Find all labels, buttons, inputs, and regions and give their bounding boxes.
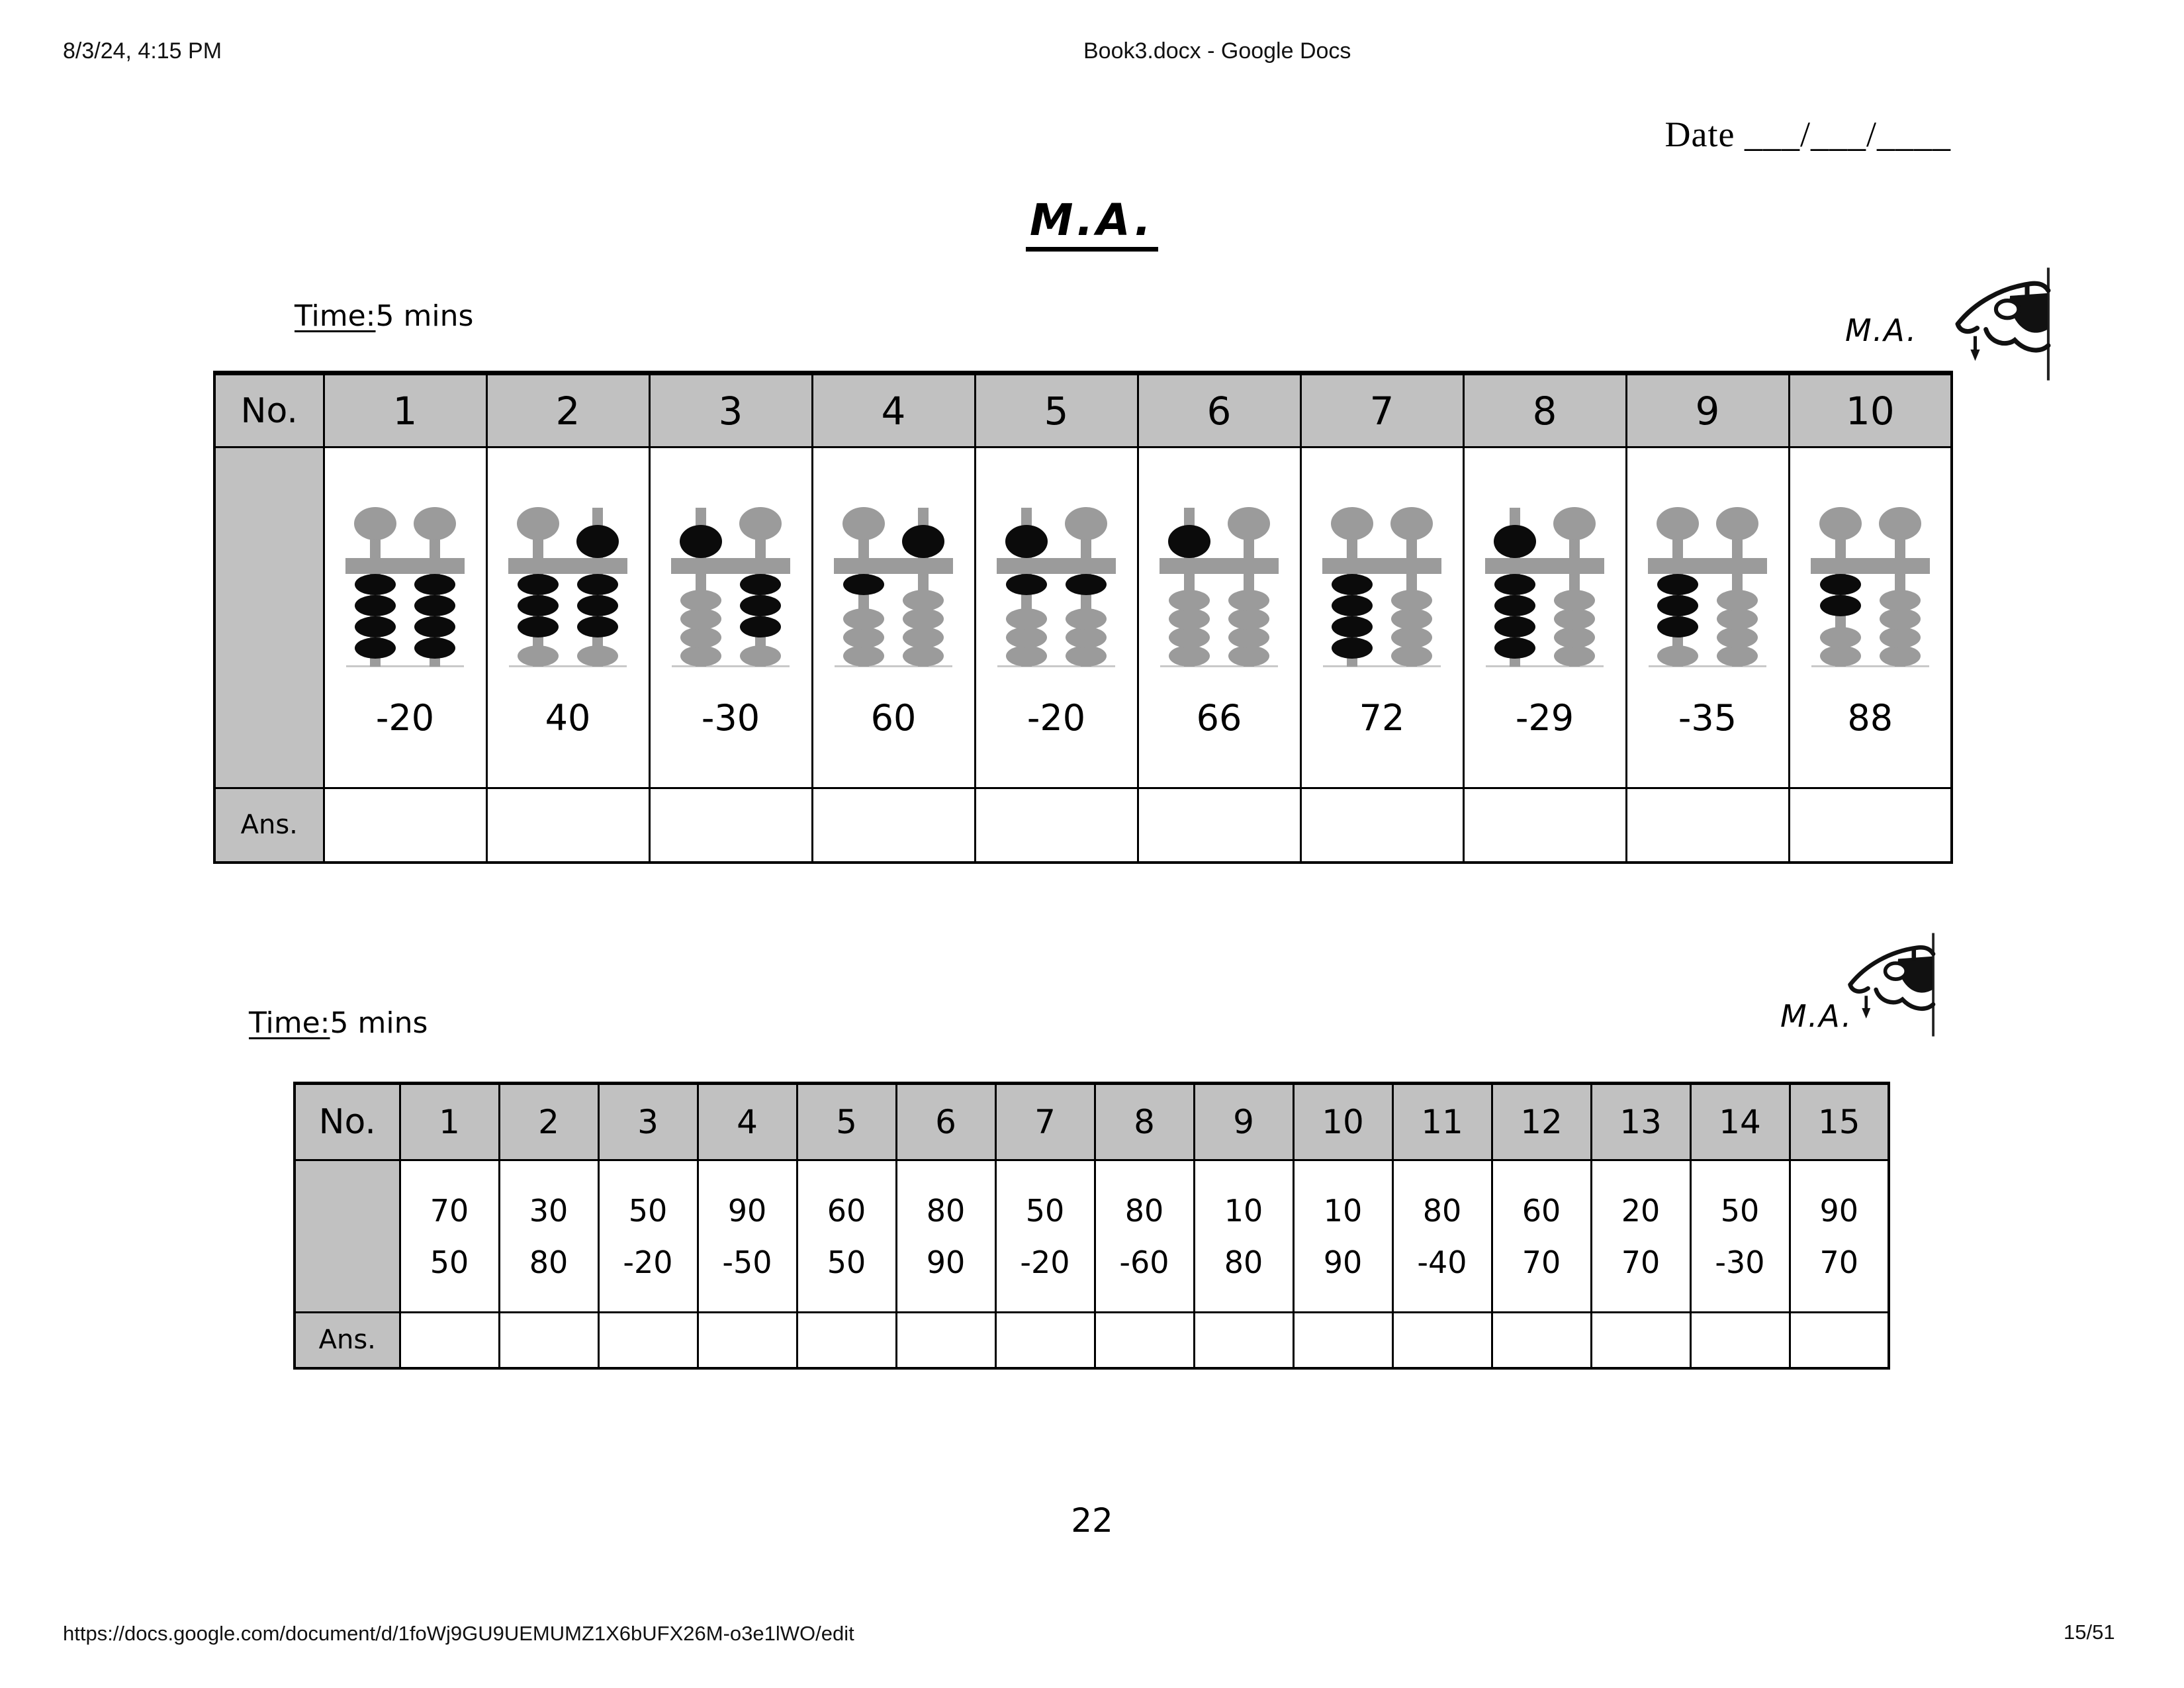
addend-top: 60 (1522, 1192, 1561, 1229)
number-problem-cell-5 (797, 1160, 896, 1313)
number-problem-cell-7 (995, 1160, 1095, 1313)
table2-answer-cell-5 (797, 1313, 896, 1368)
table1-column-number-5: 5 (975, 373, 1138, 447)
abacus-problem-cell-5 (975, 447, 1138, 788)
addend-bottom: 70 (1522, 1244, 1561, 1280)
addend-bottom: 80 (529, 1244, 569, 1280)
page-number: 22 (1071, 1501, 1113, 1540)
table2-answer-cell-8 (1095, 1313, 1194, 1368)
table1-corner-no: No. (214, 373, 324, 447)
addend-top: 20 (1621, 1192, 1661, 1229)
section1-ma-label: M.A. (1845, 312, 1918, 348)
abacus-problem-cell-6 (1138, 447, 1300, 788)
addend-bottom: -20 (1020, 1244, 1070, 1280)
abacus-icon (995, 497, 1118, 675)
table2-answer-cell-4 (698, 1313, 797, 1368)
table2-corner-no: No. (295, 1084, 400, 1160)
footer-page-indicator: 15/51 (2064, 1620, 2115, 1644)
table1-answer-cell-3 (649, 788, 812, 863)
number-problem-cell-13 (1591, 1160, 1690, 1313)
number-problem-cell-14 (1690, 1160, 1790, 1313)
abacus-problem-cell-4 (812, 447, 975, 788)
table2-column-number-9: 9 (1194, 1084, 1293, 1160)
section2-time (249, 1006, 428, 1040)
table1-answer-cell-6 (1138, 788, 1300, 863)
operand-value: -20 (1026, 696, 1086, 739)
date-line: Date ___/___/____ (1664, 115, 1951, 154)
table1-column-number-3: 3 (649, 373, 812, 447)
number-problem-cell-15 (1790, 1160, 1889, 1313)
abacus-problem-cell-9 (1626, 447, 1789, 788)
table1-answer-cell-10 (1789, 788, 1952, 863)
addend-bottom: 90 (1323, 1244, 1363, 1280)
hand-flick-bead-icon (1951, 262, 2052, 387)
addend-bottom: -30 (1715, 1244, 1765, 1280)
table1-column-number-4: 4 (812, 373, 975, 447)
abacus-icon (669, 497, 792, 675)
addend-bottom: -60 (1119, 1244, 1169, 1280)
table2-column-number-3: 3 (598, 1084, 698, 1160)
table2-left-spacer (295, 1160, 400, 1313)
number-table-wrap (293, 1082, 1890, 1370)
number-problem-cell-8 (1095, 1160, 1194, 1313)
table1-column-number-1: 1 (324, 373, 486, 447)
table2-answer-cell-1 (400, 1313, 499, 1368)
hand-flick-bead-icon (1844, 928, 1936, 1042)
number-problem-cell-6 (896, 1160, 995, 1313)
time-label: Time: (295, 299, 376, 333)
addend-bottom: 70 (1819, 1244, 1859, 1280)
abacus-icon (832, 497, 955, 675)
number-problem-cell-11 (1392, 1160, 1492, 1313)
table2-column-number-1: 1 (400, 1084, 499, 1160)
table2-column-number-5: 5 (797, 1084, 896, 1160)
addend-bottom: 50 (430, 1244, 469, 1280)
addend-top: 80 (926, 1192, 966, 1229)
abacus-problems-table (213, 371, 1953, 864)
hand-flick-bead-icon (1951, 262, 2052, 387)
worksheet-title-wrap (0, 195, 2184, 246)
table1-column-number-2: 2 (486, 373, 649, 447)
table2-ans-label: Ans. (295, 1313, 400, 1368)
addend-bottom: 90 (926, 1244, 966, 1280)
table2-column-number-8: 8 (1095, 1084, 1194, 1160)
addend-bottom: 70 (1621, 1244, 1661, 1280)
table1-column-number-7: 7 (1300, 373, 1463, 447)
operand-value: -20 (375, 696, 435, 739)
table2-answer-cell-13 (1591, 1313, 1690, 1368)
operand-value: 72 (1359, 696, 1405, 739)
abacus-icon (1158, 497, 1281, 675)
table2-column-number-12: 12 (1492, 1084, 1591, 1160)
abacus-problem-cell-7 (1300, 447, 1463, 788)
abacus-icon (1483, 497, 1606, 675)
table1-column-number-9: 9 (1626, 373, 1789, 447)
operand-value: 66 (1196, 696, 1242, 739)
abacus-problem-cell-2 (486, 447, 649, 788)
operand-value: 40 (545, 696, 591, 739)
addition-problems-table (293, 1082, 1890, 1370)
addend-top: 50 (1720, 1192, 1760, 1229)
table1-answer-cell-7 (1300, 788, 1463, 863)
table1-answer-cell-8 (1463, 788, 1626, 863)
table2-answer-cell-12 (1492, 1313, 1591, 1368)
table1-answer-cell-1 (324, 788, 486, 863)
table2-column-number-2: 2 (499, 1084, 598, 1160)
addend-top: 80 (1124, 1192, 1164, 1229)
hand-flick-bead-icon (1844, 928, 1936, 1042)
table2-column-number-13: 13 (1591, 1084, 1690, 1160)
table2-answer-cell-15 (1790, 1313, 1889, 1368)
section2-ma-label: M.A. (1780, 998, 1853, 1034)
table2-answer-cell-14 (1690, 1313, 1790, 1368)
addend-top: 80 (1422, 1192, 1462, 1229)
abacus-icon (506, 497, 629, 675)
operand-value: 88 (1847, 696, 1893, 739)
table2-column-number-6: 6 (896, 1084, 995, 1160)
table1-column-number-10: 10 (1789, 373, 1952, 447)
abacus-icon (1809, 497, 1932, 675)
table2-answer-cell-6 (896, 1313, 995, 1368)
addend-top: 70 (430, 1192, 469, 1229)
table2-answer-cell-11 (1392, 1313, 1492, 1368)
worksheet-title: M.A. (1026, 195, 1158, 252)
time-value: 5 mins (375, 299, 474, 333)
abacus-problem-cell-8 (1463, 447, 1626, 788)
operand-value: -30 (701, 696, 760, 739)
number-problem-cell-10 (1293, 1160, 1392, 1313)
addend-top: 50 (1025, 1192, 1065, 1229)
number-problem-cell-9 (1194, 1160, 1293, 1313)
table2-column-number-14: 14 (1690, 1084, 1790, 1160)
number-problem-cell-4 (698, 1160, 797, 1313)
operand-value: 60 (870, 696, 917, 739)
table1-column-number-8: 8 (1463, 373, 1626, 447)
table2-answer-cell-7 (995, 1313, 1095, 1368)
table2-answer-cell-10 (1293, 1313, 1392, 1368)
number-problem-cell-12 (1492, 1160, 1591, 1313)
table2-column-number-15: 15 (1790, 1084, 1889, 1160)
abacus-icon (343, 497, 467, 675)
operand-value: -35 (1678, 696, 1737, 739)
number-problem-cell-3 (598, 1160, 698, 1313)
number-problem-cell-1 (400, 1160, 499, 1313)
section1-time (295, 299, 473, 333)
footer-url: https://docs.google.com/document/d/1foWj9GU9UEMUMZ1X6bUFX26M-o3e1lWO/edit (63, 1622, 854, 1645)
addend-bottom: -40 (1417, 1244, 1467, 1280)
table2-column-number-4: 4 (698, 1084, 797, 1160)
addend-bottom: 50 (827, 1244, 866, 1280)
table2-column-number-11: 11 (1392, 1084, 1492, 1160)
table1-column-number-6: 6 (1138, 373, 1300, 447)
table1-left-spacer (214, 447, 324, 788)
table2-answer-cell-2 (499, 1313, 598, 1368)
addend-top: 90 (727, 1192, 767, 1229)
abacus-problem-cell-1 (324, 447, 486, 788)
addend-top: 10 (1224, 1192, 1263, 1229)
table2-column-number-10: 10 (1293, 1084, 1392, 1160)
table2-answer-cell-3 (598, 1313, 698, 1368)
table2-column-number-7: 7 (995, 1084, 1095, 1160)
table1-answer-cell-4 (812, 788, 975, 863)
addend-top: 90 (1819, 1192, 1859, 1229)
table1-answer-cell-9 (1626, 788, 1789, 863)
addend-top: 30 (529, 1192, 569, 1229)
abacus-problem-cell-3 (649, 447, 812, 788)
abacus-problem-cell-10 (1789, 447, 1952, 788)
addend-top: 50 (628, 1192, 668, 1229)
document-title: Book3.docx - Google Docs (1083, 38, 1351, 64)
addend-bottom: 80 (1224, 1244, 1263, 1280)
addend-top: 60 (827, 1192, 866, 1229)
table1-answer-cell-2 (486, 788, 649, 863)
abacus-table-wrap (213, 371, 1953, 864)
abacus-icon (1320, 497, 1443, 675)
print-datetime: 8/3/24, 4:15 PM (63, 38, 222, 64)
table1-answer-cell-5 (975, 788, 1138, 863)
table2-answer-cell-9 (1194, 1313, 1293, 1368)
addend-bottom: -50 (722, 1244, 772, 1280)
operand-value: -29 (1515, 696, 1574, 739)
table1-ans-label: Ans. (214, 788, 324, 863)
addend-top: 10 (1323, 1192, 1363, 1229)
addend-bottom: -20 (623, 1244, 673, 1280)
number-problem-cell-2 (499, 1160, 598, 1313)
time-label: Time: (249, 1006, 330, 1040)
abacus-icon (1646, 497, 1769, 675)
time-value: 5 mins (330, 1006, 428, 1040)
